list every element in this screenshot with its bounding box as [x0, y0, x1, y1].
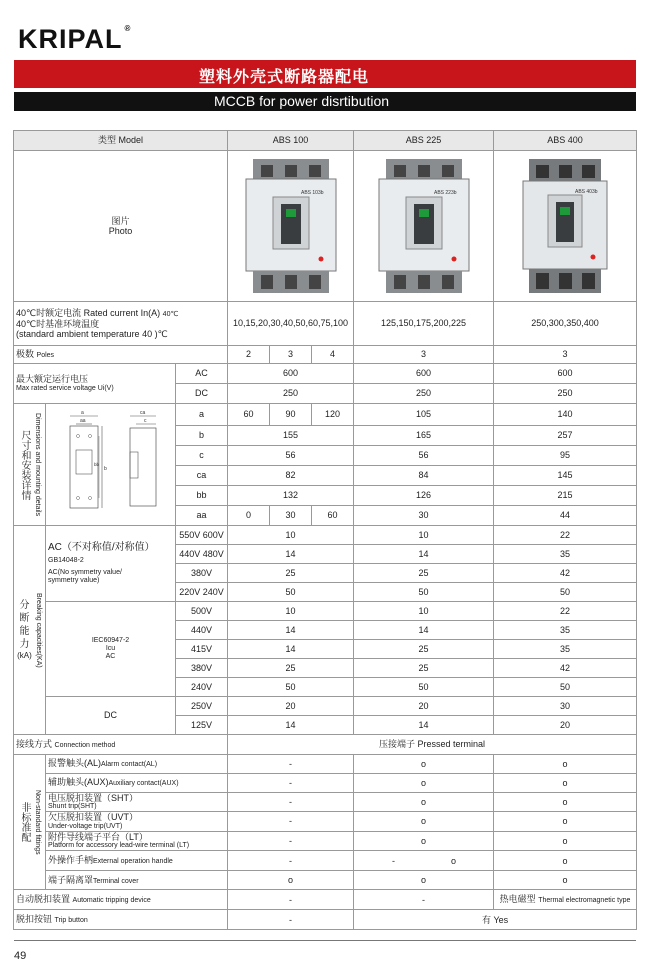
header-row: 类型 Model ABS 100 ABS 225 ABS 400: [14, 131, 637, 151]
mounting-diagram: [50, 408, 172, 518]
svg-text:ABS 223b: ABS 223b: [433, 189, 457, 196]
rated-current-row: 40℃时额定电流 Rated current In(A) 40℃ 40℃时基准环境温度 (standard ambient temperature 40 )℃ 10,15,20,30,40,50,60,75,100 125,150,175,200,225 250,300,350,400: [14, 302, 637, 346]
ac-group-label: AC（不对称值/对称值） GB14048-2 AC(No symmetry value/ symmetry value): [46, 526, 176, 602]
footer-rule: [14, 940, 636, 941]
dim-row-a: 尺寸和安装详情 Dimensions and mounting details a aa b bb ca c a 60 90 120 105 140: [14, 404, 637, 426]
break-iec-row-5: 240V 50 50 50: [14, 678, 637, 697]
photo-row: 图片 Photo ABS 103b ABS 223b ABS 403b: [14, 151, 637, 302]
abs225-photo: [354, 151, 494, 302]
title-cn: 塑料外壳式断路器配电: [199, 69, 370, 86]
dim-row-bb: bb 132 126 215: [14, 486, 637, 506]
acc-row-1: 非标准配 Non-standard fittings 报警触头(AL)Alarm contact(AL) - o o: [14, 755, 637, 774]
acc-row-3: 电压脱扣装置（SHT） Shunt trip(SHT) - o o: [14, 793, 637, 812]
break-ac-row-4: 220V 240V 50 50 50: [14, 583, 637, 602]
title-en: MCCB for power disrtibution: [214, 93, 390, 109]
accessories-side-label: 非标准配 Non-standard fittings: [14, 755, 46, 890]
dim-row-aa: aa 0 30 60 30 44: [14, 506, 637, 526]
svg-text:ca: ca: [139, 410, 145, 417]
breaker-abs100-image: [241, 159, 341, 294]
iec-group-label: IEC60947-2 Icu AC: [46, 602, 176, 697]
voltage-ac-row: 最大额定运行电压 Max rated service voltage Ui(V) AC 600 600 600: [14, 364, 637, 384]
break-iec-row-1: IEC60947-2 Icu AC 500V 10 10 22: [14, 602, 637, 621]
acc-row-5: 附件导线端子平台（LT） Platform for accessory lead-wire terminal (LT) - o o: [14, 831, 637, 850]
svg-text:ABS 103b: ABS 103b: [300, 189, 324, 196]
acc-row-4: 欠压脱扣装置（UVT） Under-voltage trip(UVT) - o o: [14, 812, 637, 831]
brand-logo: KRIPAL ®: [18, 24, 132, 54]
acc-row-2: 辅助触头(AUX)Auxiliary contact(AUX) - o o: [14, 774, 637, 793]
title-cn-banner: [14, 60, 636, 88]
acc-row-7: 端子隔离罩Terminal cover o o o: [14, 871, 637, 890]
svg-text:aa: aa: [79, 418, 86, 425]
voltage-dc-row: DC 250 250 250: [14, 384, 637, 404]
svg-text:ABS 403b: ABS 403b: [575, 188, 598, 195]
breaker-abs225-image: [374, 159, 474, 294]
break-iec-row-4: 380V 25 25 42: [14, 659, 637, 678]
dimensions-side-label: 尺寸和安装详情 Dimensions and mounting details: [14, 404, 46, 526]
dim-row-c: c 56 56 95: [14, 446, 637, 466]
breaking-side-label: 分 断 能 力 (kA) Breaking capacities(KA): [14, 526, 46, 735]
title-en-banner: [14, 92, 636, 111]
page-number: 49: [14, 950, 27, 962]
break-iec-row-3: 415V 14 25 35: [14, 640, 637, 659]
trip-button-row: 脱扣按钮 Trip button - 有 Yes: [14, 910, 637, 930]
break-ac-row-2: 440V 480V 14 14 35: [14, 545, 637, 564]
svg-text:a: a: [80, 410, 84, 417]
abs400-photo: [494, 151, 637, 302]
break-dc-row-2: 125V 14 14 20: [14, 716, 637, 735]
auto-trip-row: 自动脱扣装置 Automatic tripping device - - 热电磁型 Thermal electromagnetic type: [14, 890, 637, 910]
break-ac-row-1: 分 断 能 力 (kA) Breaking capacities(KA) AC（不对称值/对称值） GB14048-2 AC(No symmetry value/ symmetry value) 550V 600V 10 10 22: [14, 526, 637, 545]
break-dc-row-1: DC 250V 20 20 30: [14, 697, 637, 716]
connection-row: 接线方式 Connection method 压接端子 Pressed terminal: [14, 735, 637, 755]
dc-group-label: DC: [46, 697, 176, 735]
svg-text:b: b: [103, 466, 107, 473]
svg-text:bb: bb: [93, 462, 99, 468]
break-ac-row-3: 380V 25 25 42: [14, 564, 637, 583]
dim-row-b: b 155 165 257: [14, 426, 637, 446]
breaker-abs400-image: [515, 159, 615, 294]
svg-text:c: c: [143, 418, 146, 425]
dimensions-diagram: [46, 404, 176, 526]
dim-row-ca: ca 82 84 145: [14, 466, 637, 486]
break-iec-row-2: 440V 14 14 35: [14, 621, 637, 640]
poles-row: 极数 Poles 2 3 4 3 3: [14, 346, 637, 364]
spec-table: [13, 130, 637, 930]
abs100-photo: [228, 151, 354, 302]
acc-row-6: 外操作手柄External operation handle - - o o: [14, 851, 637, 871]
